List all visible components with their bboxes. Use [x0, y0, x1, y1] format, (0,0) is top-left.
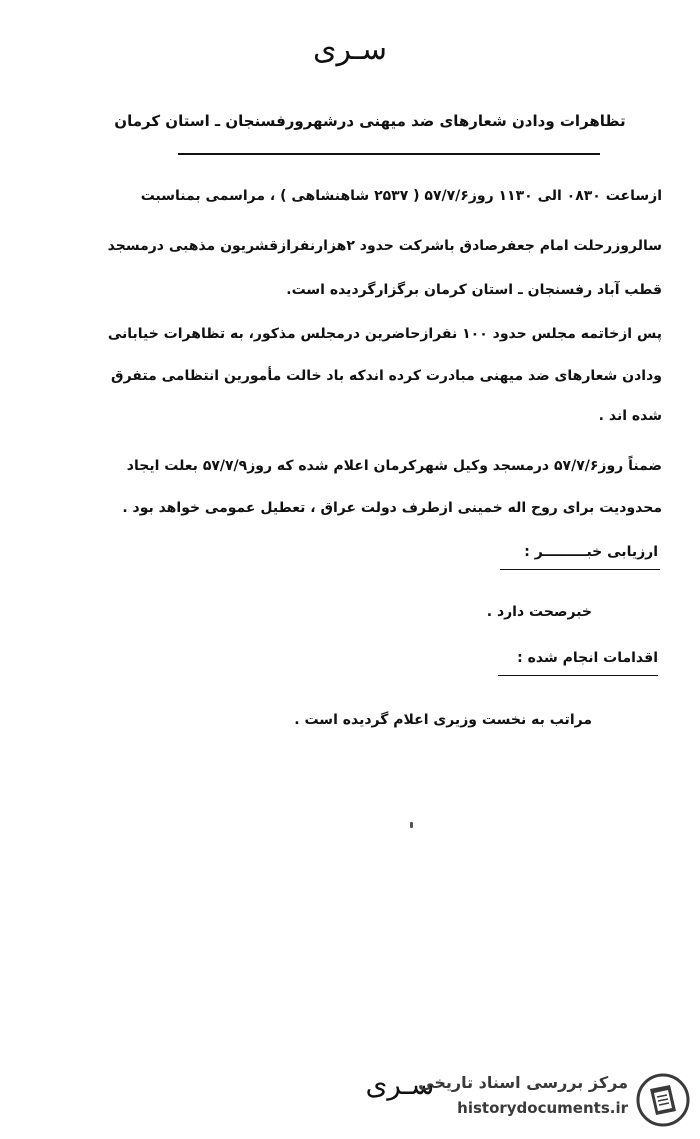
classification-stamp-top: سـری — [313, 32, 387, 67]
paragraph-2-line-2: ودادن شعارهای ضد میهنی مبادرت کرده اندکه باد خالت مأمورین انتظامی متفرق — [111, 368, 662, 384]
document-archive-logo-icon — [636, 1073, 690, 1127]
paragraph-2-line-1: پس ازخاتمه مجلس حدود ۱۰۰ نفرازحاضرین درمجلس مذکور، به تظاهرات خیابانی — [107, 326, 662, 342]
evaluation-heading: ارزیابی خبـــــــــر : — [524, 544, 658, 560]
classification-stamp-bottom: سـری — [365, 1068, 435, 1101]
evaluation-heading-underline — [500, 569, 660, 570]
paragraph-1-line-2: سالروزرحلت امام جعفرصادق باشرکت حدود ۲هزارنفرازقشریون مذهبی درمسجد — [107, 238, 662, 254]
archive-name: مرکز بررسی اسناد تاریخی — [418, 1073, 628, 1092]
actions-heading: اقدامات انجام شده : — [517, 650, 658, 666]
actions-heading-underline — [498, 675, 658, 676]
ink-speck — [410, 822, 413, 828]
actions-text: مراتب به نخست وزیری اعلام گردیده است . — [294, 712, 592, 728]
paragraph-1-line-3: قطب آباد رفسنجان ـ استان کرمان برگزارگردیده است. — [286, 282, 662, 298]
title-underline — [178, 153, 600, 155]
paragraph-1-line-1: ازساعت ۰۸۳۰ الی ۱۱۳۰ روز۵۷/۷/۶ ( ۲۵۳۷ شاهنشاهی ) ، مراسمی بمناسبت — [140, 188, 662, 204]
archive-url: historydocuments.ir — [457, 1099, 628, 1117]
evaluation-text: خبرصحت دارد . — [486, 604, 592, 620]
paragraph-2-line-3: شده اند . — [598, 408, 662, 424]
document-title: تظاهرات ودادن شعارهای ضد میهنی درشهرورفسنجان ـ استان کرمان — [114, 112, 626, 130]
paragraph-3-line-1: ضمناً روز۵۷/۷/۶ درمسجد وکیل شهرکرمان اعلام شده که روز۵۷/۷/۹ بعلت ایجاد — [126, 458, 662, 474]
archive-watermark — [415, 1069, 690, 1131]
paragraph-3-line-2: محدودیت برای روح اله خمینی ازطرف دولت عراق ، تعطیل عمومی خواهد بود . — [122, 500, 662, 516]
